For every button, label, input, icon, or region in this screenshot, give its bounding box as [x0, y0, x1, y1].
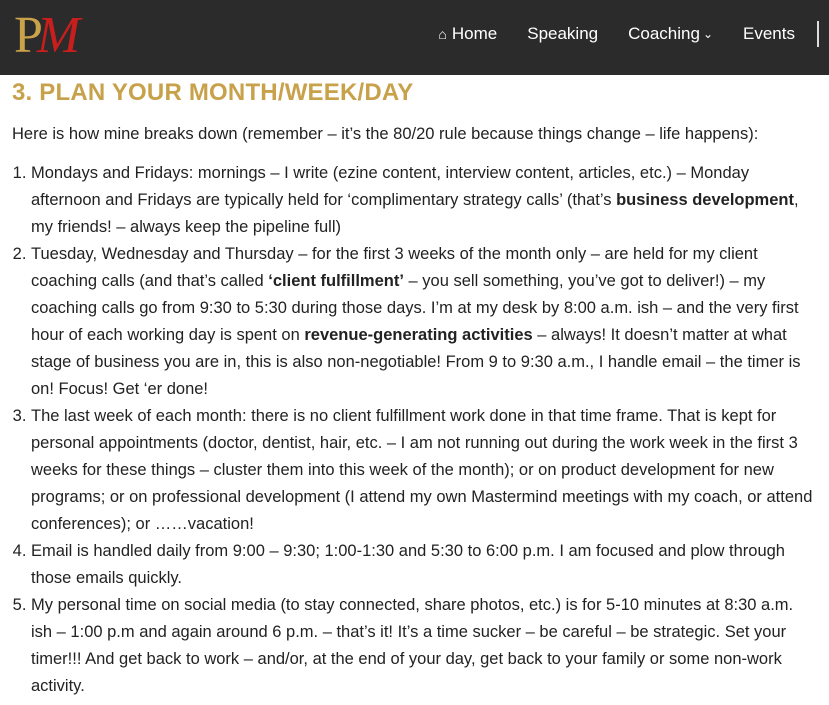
nav-overflow-edge: [817, 21, 829, 47]
list-item-text: – you sell something, you’ve got to deliver!) – my coaching calls go from 9:30 to 5:30 during those days. I’m at my desk by 8:00 a.m. ish – and the very first hour of each working day is spent on: [31, 272, 799, 344]
list-item-bold: ‘client fulfillment’: [268, 272, 404, 290]
list-item-text: – always! It doesn’t matter at what stage of business you are in, this is also non-negotiable! From 9 to 9:30 a.m., I handle email – the timer is on! Focus! Get ‘er done!: [31, 326, 801, 398]
list-item-bold: business development: [616, 191, 794, 209]
nav-home-label: Home: [451, 24, 498, 43]
nav-speaking-label: Speaking: [527, 24, 599, 43]
list-item-text: Email is handled daily from 9:00 – 9:30; 1:00-1:30 and 5:30 to 6:00 p.m. I am focused and plow through those emails quickly.: [31, 542, 785, 587]
list-item: [31, 592, 817, 700]
article-content: [0, 79, 829, 700]
house-icon: ⌂: [438, 26, 447, 42]
intro-paragraph: Here is how mine breaks down (remember – it’s the 80/20 rule because things change – life happens):: [12, 125, 759, 143]
list-item-text: Tuesday, Wednesday and Thursday – for the first 3 weeks of the month only – are held for my client coaching calls (and that’s called: [31, 245, 758, 290]
section-heading: 3. PLAN YOUR MONTH/WEEK/DAY: [12, 79, 414, 106]
nav-coaching-label: Coaching: [628, 24, 700, 43]
schedule-list: [12, 160, 817, 700]
nav-home[interactable]: [438, 24, 497, 44]
nav-speaking[interactable]: [527, 24, 598, 44]
site-header: [0, 0, 829, 75]
site-logo[interactable]: [14, 6, 124, 64]
main-nav: [408, 0, 829, 68]
list-item-text: Mondays and Fridays: mornings – I write (ezine content, interview content, articles, etc.) – Monday afternoon and Fridays are typically held for ‘complimentary strategy calls’ (that’s: [31, 164, 750, 209]
nav-events-label: Events: [743, 24, 795, 43]
list-item-text: , my friends! – always keep the pipeline full): [31, 191, 799, 236]
nav-coaching[interactable]: [628, 24, 713, 44]
chevron-down-icon: ⌄: [702, 27, 714, 41]
list-item: [31, 160, 817, 241]
list-item-bold: revenue-generating activities: [304, 326, 533, 344]
list-item: [31, 241, 817, 403]
list-item-text: My personal time on social media (to stay connected, share photos, etc.) is for 5-10 minutes at 8:30 a.m. ish – 1:00 p.m and again around 6 p.m. – that’s it! It’s a time sucker – be careful – be strategic. Set your timer!!! And get back to work – and/or, at the end of your day, get back to your family or some non-work activity.: [31, 596, 794, 695]
list-item: [31, 403, 817, 538]
list-item: [31, 538, 817, 592]
logo-letter-p: P: [14, 6, 41, 64]
list-item-text: The last week of each month: there is no client fulfillment work done in that time frame. That is kept for personal appointments (doctor, dentist, hair, etc. – I am not running out during the work week in the first 3 weeks for these things – cluster them into this week of the month); or on product development for new programs; or on professional development (I attend my own Mastermind meetings with my coach, or attend conferences); or ……vacation!: [31, 407, 813, 533]
nav-events[interactable]: [743, 24, 795, 44]
logo-letter-m: M: [36, 6, 79, 64]
